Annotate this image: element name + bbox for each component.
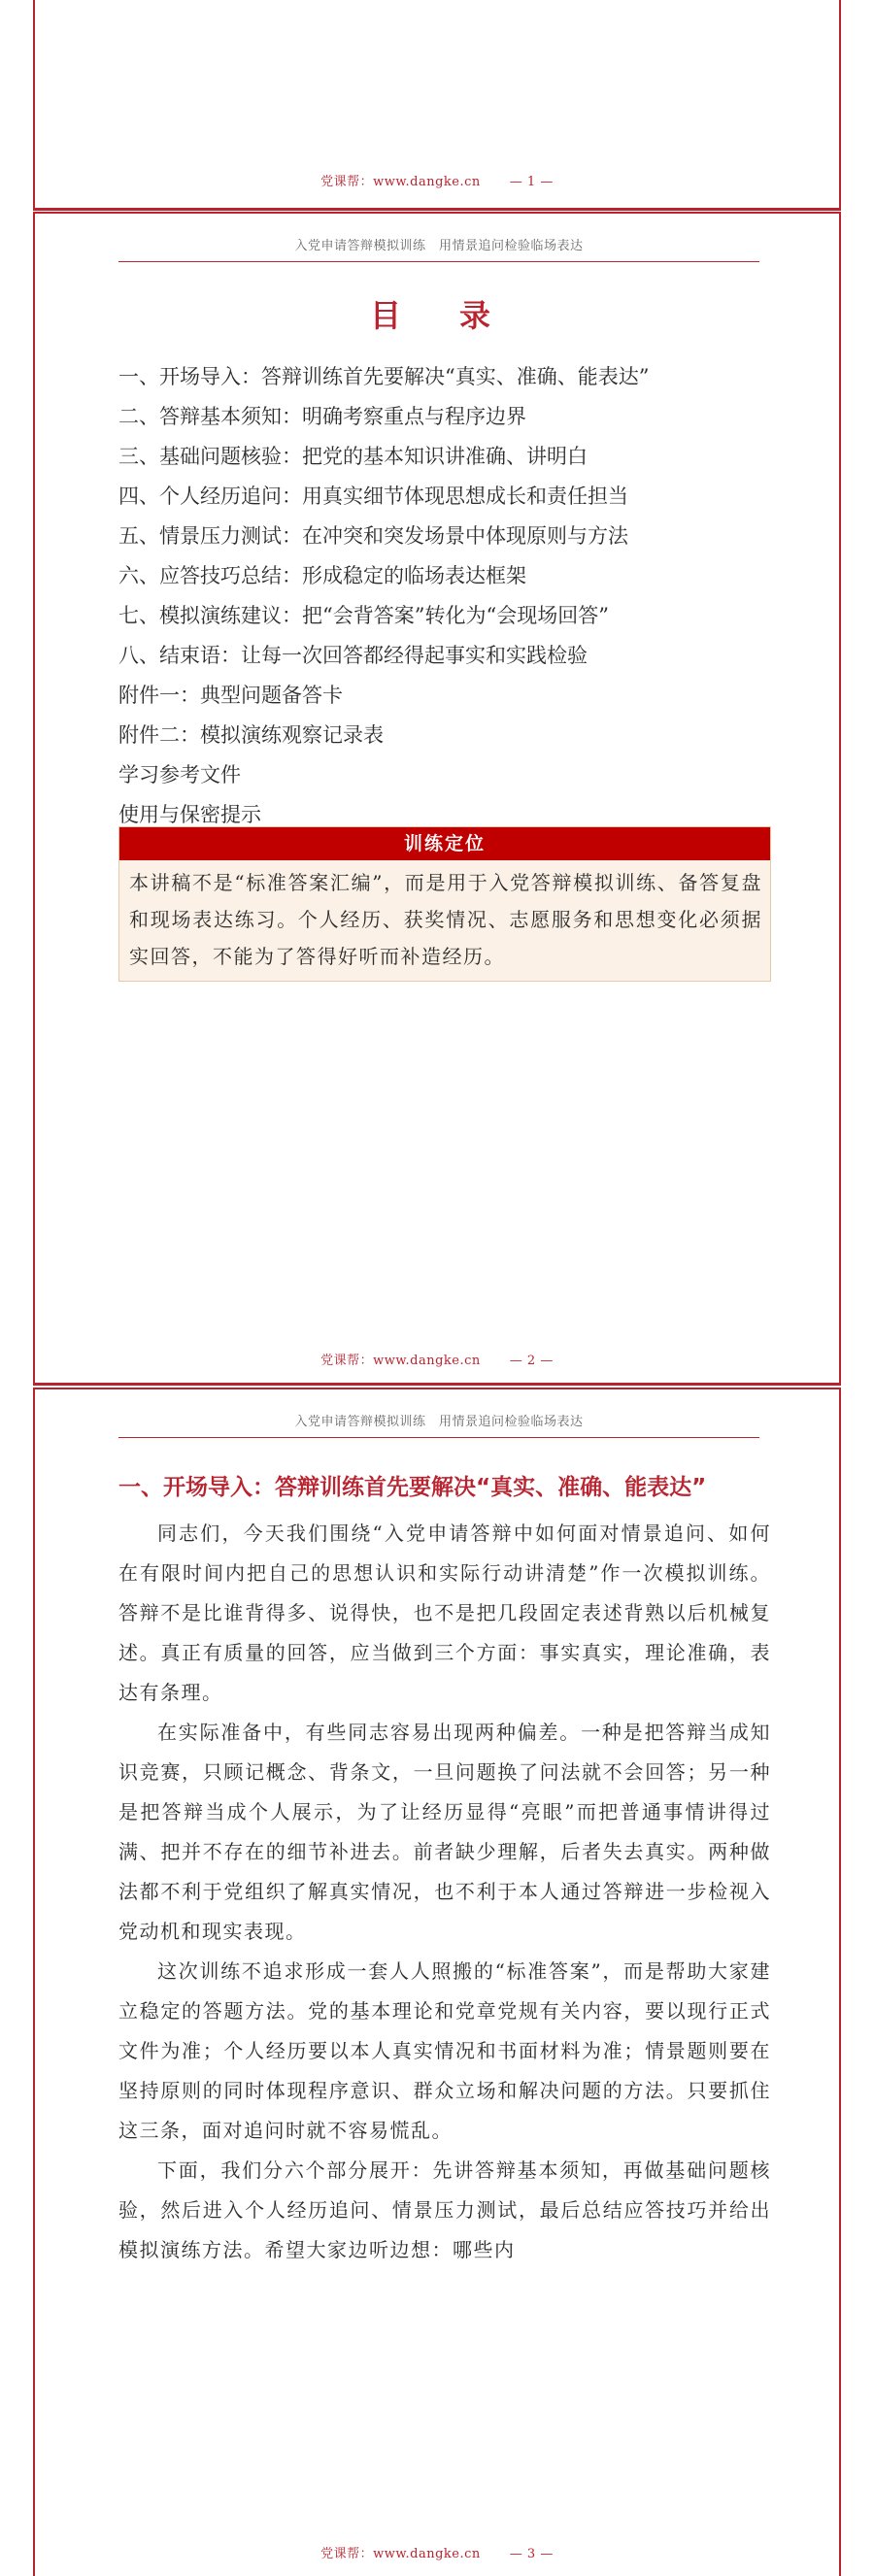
page-1 [33, 0, 841, 208]
callout-title: 训练定位 [119, 827, 770, 860]
body-paragraph: 同志们，今天我们围绕“入党申请答辩中如何面对情景追问、如何在有限时间内把自己的思想认识和实际行动讲清楚”作一次模拟训练。答辩不是比谁背得多、说得快，也不是把几段固定表述背熟以后机械复述。真正有质量的回答，应当做到三个方面：事实真实，理论准确，表达有条理。 [118, 1522, 771, 1704]
page-separator [33, 1383, 841, 1386]
footer-site: 党课帮：www.dangke.cn [320, 175, 481, 189]
page-header: 入党申请答辩模拟训练 用情景追问检验临场表达 [118, 1411, 759, 1438]
page-separator [33, 208, 841, 211]
footer-page-number: — 2 — [509, 1354, 554, 1368]
page-2 [33, 212, 841, 1383]
body-paragraph: 下面，我们分六个部分展开：先讲答辩基本须知，再做基础问题核验，然后进入个人经历追问、情景压力测试，最后总结应答技巧并给出模拟演练方法。希望大家边听边想：哪些内 [118, 2158, 771, 2261]
toc-item: 附件二：模拟演练观察记录表 [118, 723, 384, 747]
page-footer [35, 171, 839, 189]
toc-item: 四、个人经历追问：用真实细节体现思想成长和责任担当 [118, 485, 628, 508]
footer-site: 党课帮：www.dangke.cn [320, 1354, 481, 1368]
training-positioning-callout [118, 826, 771, 982]
toc-item: 学习参考文件 [118, 763, 241, 786]
toc-item: 二、答辩基本须知：明确考察重点与程序边界 [118, 405, 526, 428]
toc-item: 七、模拟演练建议：把“会背答案”转化为“会现场回答” [118, 604, 609, 627]
page-3 [33, 1388, 841, 2576]
toc-item: 使用与保密提示 [118, 803, 261, 826]
body-paragraph: 在实际准备中，有些同志容易出现两种偏差。一种是把答辩当成知识竞赛，只顾记概念、背条文，一旦问题换了问法就不会回答；另一种是把答辩当成个人展示，为了让经历显得“亮眼”而把普通事情讲得过满、把并不存在的细节补进去。前者缺少理解，后者失去真实。两种做法都不利于党组织了解真实情况，也不利于本人通过答辩进一步检视入党动机和现实表现。 [118, 1721, 771, 1943]
page-header: 入党申请答辩模拟训练 用情景追问检验临场表达 [118, 235, 759, 262]
toc-item: 一、开场导入：答辩训练首先要解决“真实、准确、能表达” [118, 365, 650, 388]
callout-body: 本讲稿不是“标准答案汇编”，而是用于入党答辩模拟训练、备答复盘和现场表达练习。个人经历、获奖情况、志愿服务和思想变化必须据实回答，不能为了答得好听而补造经历。 [129, 871, 762, 968]
toc-item: 八、结束语：让每一次回答都经得起事实和实践检验 [118, 644, 588, 667]
toc-item: 三、基础问题核验：把党的基本知识讲准确、讲明白 [118, 445, 588, 468]
toc-list [118, 357, 779, 835]
footer-page-number: — 1 — [509, 175, 554, 189]
footer-site: 党课帮：www.dangke.cn [320, 2547, 481, 2561]
toc-item: 附件一：典型问题备答卡 [118, 684, 343, 707]
page-footer [35, 1350, 839, 1368]
section-heading: 一、开场导入：答辩训练首先要解决“真实、准确、能表达” [118, 1475, 707, 1500]
page-footer [35, 2543, 839, 2561]
footer-page-number: — 3 — [509, 2547, 554, 2561]
body-paragraph: 这次训练不追求形成一套人人照搬的“标准答案”，而是帮助大家建立稳定的答题方法。党的基本理论和党章党规有关内容，要以现行正式文件为准；个人经历要以本人真实情况和书面材料为准；情景题则要在坚持原则的同时体现程序意识、群众立场和解决问题的方法。只要抓住这三条，面对追问时就不容易慌乱。 [118, 1959, 771, 2142]
toc-item: 五、情景压力测试：在冲突和突发场景中体现原则与方法 [118, 524, 628, 548]
toc-item: 六、应答技巧总结：形成稳定的临场表达框架 [118, 564, 526, 587]
toc-title: 目 录 [369, 297, 504, 334]
section-body [118, 1514, 771, 2270]
